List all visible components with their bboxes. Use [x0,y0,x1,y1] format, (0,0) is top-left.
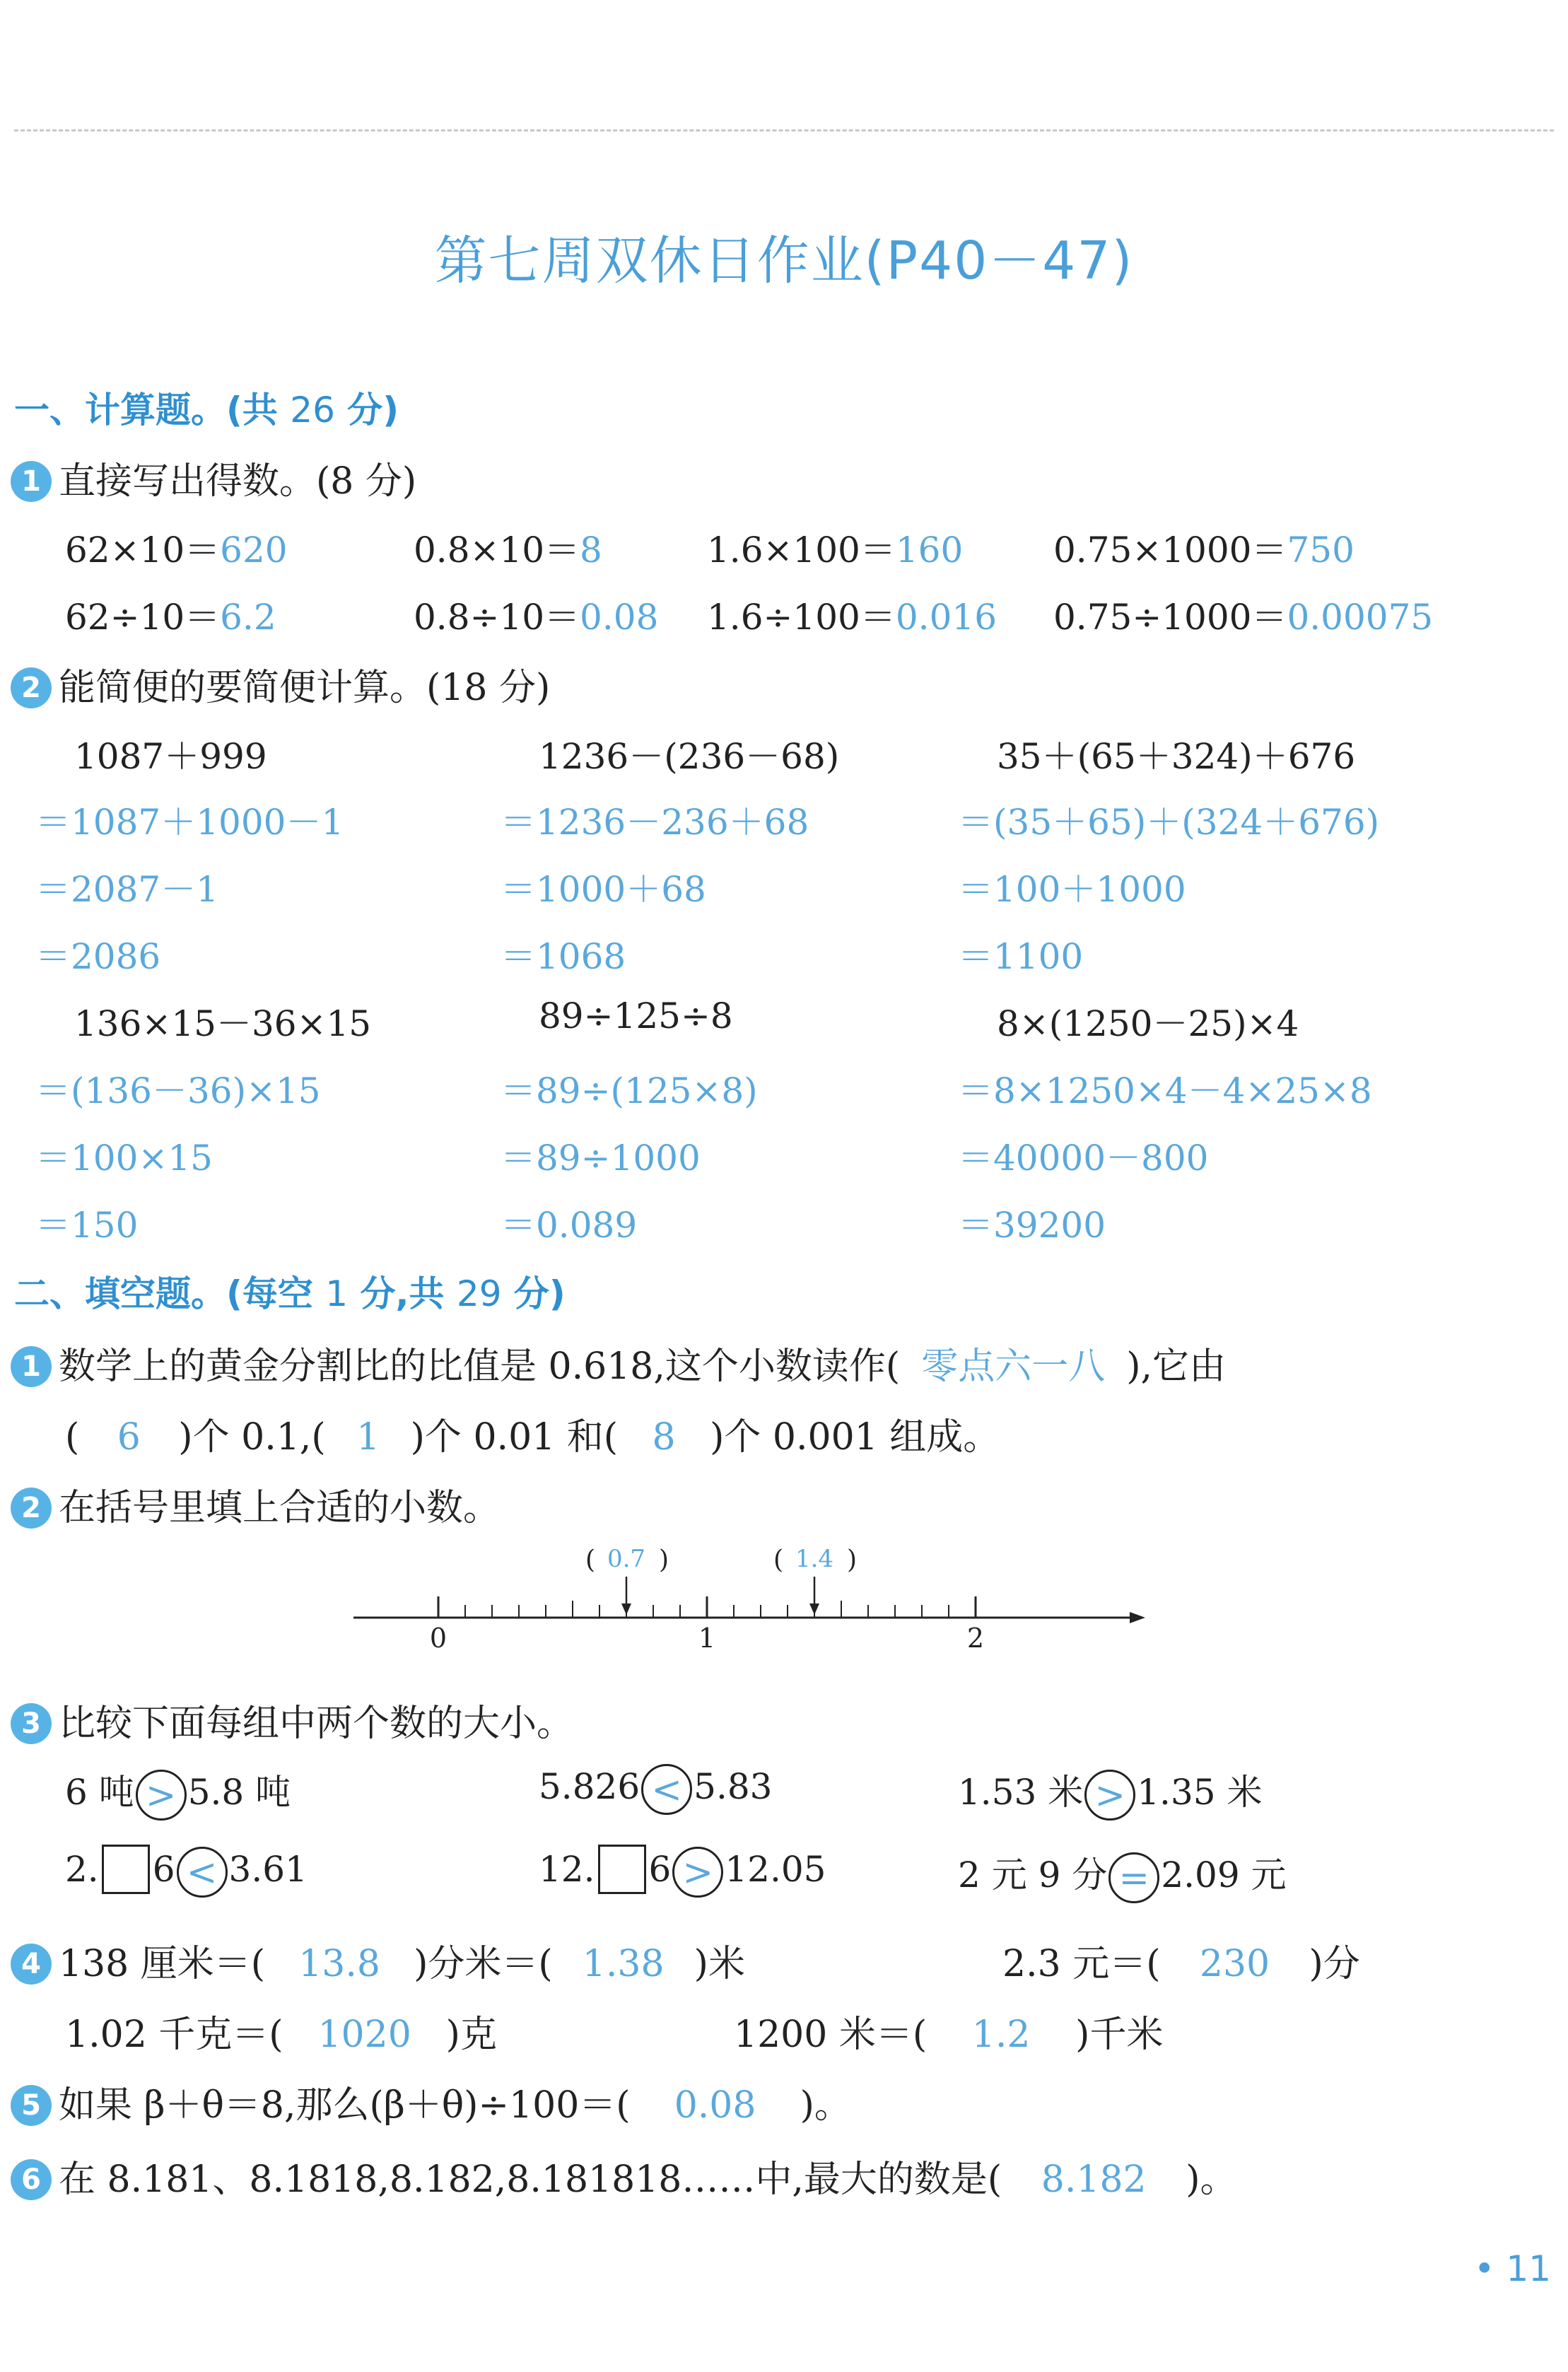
calc-answer: 0.08 [580,597,659,638]
question-text: 数学上的黄金分割比的比值是 0.618,这个小数读作( [59,1345,901,1388]
compare-item [539,1847,826,1898]
question-text: )个 0.001 组成。 [710,1416,1000,1459]
compare-right: 2.09 元 [1161,1854,1287,1895]
calc-expression: 0.75×1000＝ [1053,530,1287,571]
compare-left: 12. [539,1849,595,1890]
calc-item [414,522,602,573]
number-line [339,1541,1174,1669]
simplify-expression: 1087＋999 [74,736,267,777]
question-text: 在 8.181、8.1818,8.182,8.181818……中,最大的数是( [59,2158,1002,2201]
calc-item [707,589,997,640]
question-2-6 [11,2149,1237,2203]
simplify-step: ＝1100 [958,936,1084,977]
question-2-3 [11,1693,573,1747]
question-text-tail: )。 [1186,2158,1237,2201]
answer-meters: 1.38 [582,1943,665,1985]
calc-answer: 0.00075 [1287,597,1434,638]
simplify-step: ＝(35＋65)＋(324＋676) [958,802,1380,843]
number-line-label: 1 [698,1623,716,1654]
compare-sign: > [672,1847,723,1898]
section-1-heading [14,382,399,433]
question-number-badge: 5 [11,2085,52,2126]
calc-item [1053,589,1433,640]
question-number-badge: 6 [11,2159,52,2200]
simplify-step: ＝100×15 [35,1138,213,1179]
simplify-step: ＝1068 [501,936,626,977]
question-text: )千米 [1075,2014,1164,2056]
answer-tenths: 6 [117,1416,141,1459]
simplify-step: ＝39200 [958,1205,1106,1246]
question-1-2 [11,658,550,711]
answer-grams: 1020 [317,2014,411,2056]
section-2-heading-tail: 分) [501,1273,566,1314]
simplify-step: ＝0.089 [501,1205,638,1246]
simplify-step: ＝1236－236＋68 [501,802,809,843]
simplify-step: ＝100＋1000 [958,869,1186,910]
compare-left: 2 元 9 分 [958,1854,1108,1895]
section-2-heading-mid: 分,共 [348,1273,457,1314]
section-2-heading [14,1266,566,1316]
calc-item [1053,522,1355,573]
compare-sign: < [641,1764,692,1815]
section-1-points: 26 [290,390,335,431]
compare-left-digit: 6 [152,1849,175,1890]
answer-hundredths: 1 [356,1416,380,1459]
compare-right: 5.83 [694,1766,773,1807]
question-text: )个 0.1,( [178,1416,326,1459]
compare-left: 2. [65,1849,99,1890]
compare-right: 12.05 [725,1849,826,1890]
simplify-step: ＝2087－1 [35,869,219,910]
answer-reading: 零点六一八 [921,1345,1106,1388]
calc-expression: 0.8÷10＝ [414,597,580,638]
answer-value: 0.08 [674,2084,756,2127]
calc-answer: 0.016 [895,597,997,638]
calc-answer: 8 [580,530,602,571]
section-2-heading-text: 二、填空题。(每空 [14,1273,326,1314]
calc-expression: 62×10＝ [65,530,221,571]
compare-left: 6 吨 [65,1772,134,1813]
simplify-expression: 136×15－36×15 [74,1003,372,1044]
question-text: 比较下面每组中两个数的大小。 [59,1702,574,1745]
calc-item [707,522,963,573]
simplify-step: ＝1087＋1000－1 [35,802,344,843]
simplify-step: ＝89÷(125×8) [501,1070,758,1111]
section-1-heading-tail: 分) [334,390,399,431]
compare-item [65,1847,308,1898]
simplify-expression: 35＋(65＋324)＋676 [997,736,1356,777]
calc-expression: 1.6×100＝ [707,530,896,571]
simplify-step: ＝2086 [35,936,161,977]
calc-item [65,589,276,640]
compare-sign: > [1084,1770,1135,1821]
compare-right: 5.8 吨 [187,1772,291,1813]
simplify-step: ＝150 [35,1205,139,1246]
calc-expression: 0.75÷1000＝ [1053,597,1287,638]
simplify-step: ＝(136－36)×15 [35,1070,321,1111]
compare-item [539,1764,772,1815]
question-2-1 [11,1336,1226,1390]
question-text: 在括号里填上合适的小数。 [59,1487,501,1529]
calc-expression: 1.6÷100＝ [707,597,896,638]
number-line-paren-open: ( [585,1546,596,1574]
simplify-step: ＝1000＋68 [501,869,706,910]
number-line-paren-close: ) [847,1546,858,1574]
question-text: ( [65,1416,80,1459]
calc-answer: 750 [1287,530,1355,571]
blank-box [598,1845,646,1894]
question-number-badge: 1 [11,461,52,502]
number-line-paren-close: ) [659,1546,669,1574]
question-text: 能简便的要简便计算。(18 分) [59,667,551,709]
compare-sign: = [1108,1852,1159,1903]
compare-item [65,1764,291,1821]
question-number-badge: 2 [11,667,52,708]
question-text-tail: )。 [800,2084,851,2127]
compare-item [958,1847,1287,1903]
page-number: • 11 [1474,2248,1552,2289]
calc-item [414,589,658,640]
question-text: 直接写出得数。(8 分) [59,460,417,503]
simplify-step: ＝40000－800 [958,1138,1209,1179]
number-line-paren-open: ( [773,1546,784,1574]
question-text: 138 厘米＝( [59,1943,266,1985]
compare-left: 5.826 [539,1766,640,1807]
section-2-points-per-blank: 1 [325,1273,349,1314]
answer-decimeters: 13.8 [298,1943,380,1985]
question-2-1-line-2 [65,1407,1000,1460]
answer-largest: 8.182 [1041,2158,1147,2201]
compare-item [958,1764,1262,1821]
page-title: 第七周双休日作业(P40－47) [434,230,1134,291]
question-number-badge: 3 [11,1703,52,1744]
calc-expression: 0.8×10＝ [414,530,580,571]
question-text: )个 0.01 和( [410,1416,619,1459]
compare-sign: > [136,1770,187,1821]
compare-right: 1.35 米 [1137,1772,1263,1813]
question-text: )米 [694,1943,745,1985]
question-text: 1.02 千克＝( [65,2014,283,2056]
answer-thousandths: 8 [652,1416,676,1459]
blank-box [102,1845,150,1894]
compare-left: 1.53 米 [958,1772,1084,1813]
calc-expression: 62÷10＝ [65,597,221,638]
calc-answer: 160 [895,530,964,571]
number-line-label: 0 [429,1623,447,1654]
number-line-answer: 0.7 [607,1545,646,1573]
simplify-step: ＝8×1250×4－4×25×8 [958,1070,1372,1111]
question-number-badge: 1 [11,1346,52,1387]
compare-right: 3.61 [228,1849,308,1890]
question-text: )分 [1309,1943,1360,1985]
question-2-2 [11,1478,500,1531]
question-number-badge: 4 [11,1944,52,1985]
calc-item [65,522,288,573]
section-1-heading-text: 一、计算题。(共 [14,390,291,431]
simplify-step: ＝89÷1000 [501,1138,701,1179]
compare-sign: < [177,1847,228,1898]
compare-left-digit: 6 [648,1849,672,1890]
number-line-label: 2 [966,1623,985,1654]
answer-fen: 230 [1199,1943,1270,1985]
question-text: 如果 β＋θ＝8,那么(β＋θ)÷100＝( [59,2084,631,2127]
top-dashed-divider [14,129,1554,132]
question-2-4-c [65,2004,497,2057]
simplify-expression: 89÷125÷8 [539,995,733,1036]
answer-kilometers: 1.2 [971,2014,1031,2056]
question-1-1 [11,451,416,505]
calc-answer: 6.2 [220,597,276,638]
number-line-pointer-head [809,1603,819,1615]
question-text: 2.3 元＝( [1002,1943,1161,1985]
question-text: )克 [445,2014,497,2056]
question-2-4 [11,1934,745,1987]
question-2-5 [11,2075,851,2129]
question-text: 1200 米＝( [734,2014,928,2056]
section-2-points-total: 29 [456,1273,502,1314]
number-line-answer: 1.4 [795,1545,834,1573]
simplify-expression: 1236－(236－68) [539,736,840,777]
question-text-tail: ),它由 [1126,1345,1227,1388]
question-text: )分米＝( [414,1943,553,1985]
question-number-badge: 2 [11,1488,52,1529]
question-2-4-d [734,2004,1163,2057]
question-2-4-b [1002,1934,1360,1987]
simplify-expression: 8×(1250－25)×4 [997,1003,1299,1044]
number-line-arrowhead [1130,1612,1145,1623]
calc-answer: 620 [220,530,288,571]
number-line-pointer-head [621,1603,631,1615]
